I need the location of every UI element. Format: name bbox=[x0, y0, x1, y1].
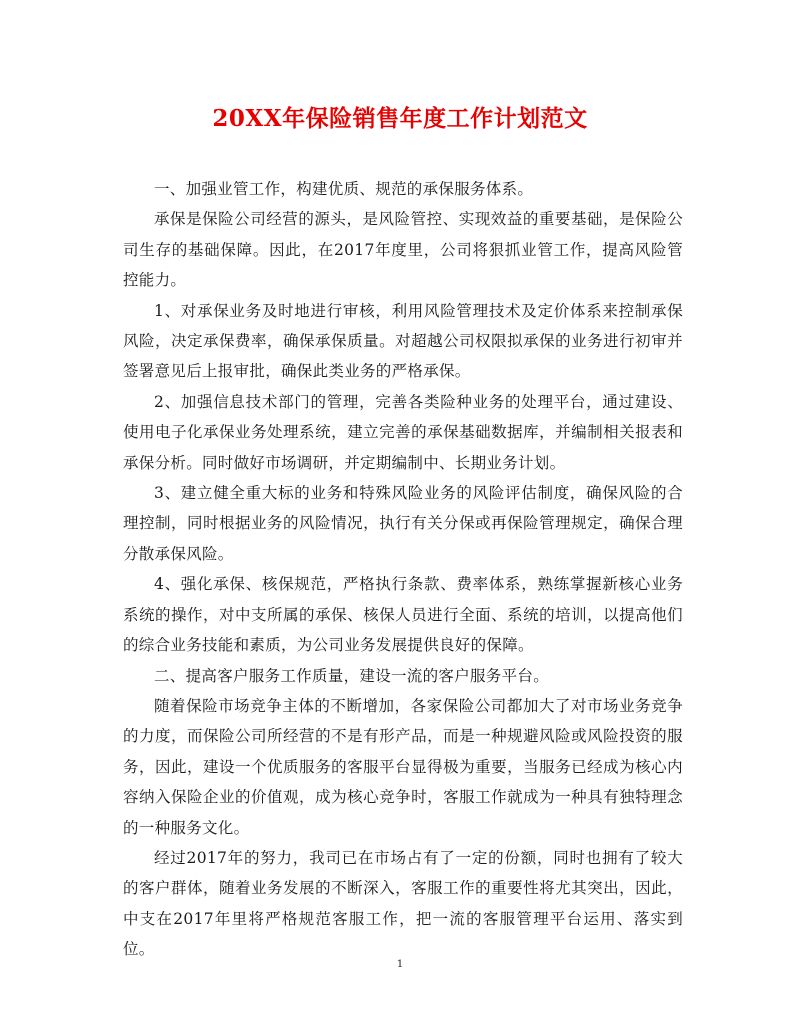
page-number: 1 bbox=[396, 959, 404, 970]
list-item-1: 1、对承保业务及时地进行审核，利用风险管理技术及定价体系来控制承保风险，决定承保费率，确保承保质量。对超越公司权限拟承保的业务进行初审并签署意见后上报审批，确保此类业务的严格承保。 bbox=[123, 301, 683, 381]
section-heading-1: 一、加强业管工作，构建优质、规范的承保服务体系。 bbox=[154, 180, 534, 198]
list-item-3: 3、建立健全重大标的业务和特殊风险业务的风险评估制度，确保风险的合理控制，同时根据业务的风险情况，执行有关分保或再保险管理规定，确保合理分散承保风险。 bbox=[123, 484, 683, 563]
section-heading-2: 二、提高客户服务工作质量，建设一流的客户服务平台。 bbox=[154, 666, 550, 685]
body-paragraph: 经过2017年的努力，我司已在市场占有了一定的份额，同时也拥有了较大的客户群体，随着业务发展的不断深入，客服工作的重要性将尤其突出，因此，中支在2017年里将严格规范客服工作，把一流的客服管理平台运用、落实到位。 bbox=[123, 848, 683, 959]
body-paragraph: 承保是保险公司经营的源头，是风险管控、实现效益的重要基础，是保险公司生存的基础保障。因此，在2017年度里，公司将狠抓业管工作，提高风险管控能力。 bbox=[123, 210, 683, 290]
document-body bbox=[123, 174, 683, 965]
document-title: 20XX年保险销售年度工作计划范文 bbox=[212, 105, 588, 132]
list-item-4: 4、强化承保、核保规范，严格执行条款、费率体系，熟练掌握新核心业务系统的操作，对中支所属的承保、核保人员进行全面、系统的培训，以提高他们的综合业务技能和素质，为公司业务发展提供良好的保障。 bbox=[123, 575, 683, 655]
body-paragraph: 随着保险市场竞争主体的不断增加，各家保险公司都加大了对市场业务竞争的力度，而保险公司所经营的不是有形产品，而是一种规避风险或风险投资的服务，因此，建设一个优质服务的客服平台显得极为重要，当服务已经成为核心内容纳入保险企业的价值观，成为核心竞争时，客服工作就成为一种具有独特理念的一种服务文化。 bbox=[123, 696, 683, 837]
list-item-2: 2、加强信息技术部门的管理，完善各类险种业务的处理平台，通过建设、使用电子化承保业务处理系统，建立完善的承保基础数据库，并编制相关报表和承保分析。同时做好市场调研，并定期编制中、长期业务计划。 bbox=[123, 392, 683, 472]
